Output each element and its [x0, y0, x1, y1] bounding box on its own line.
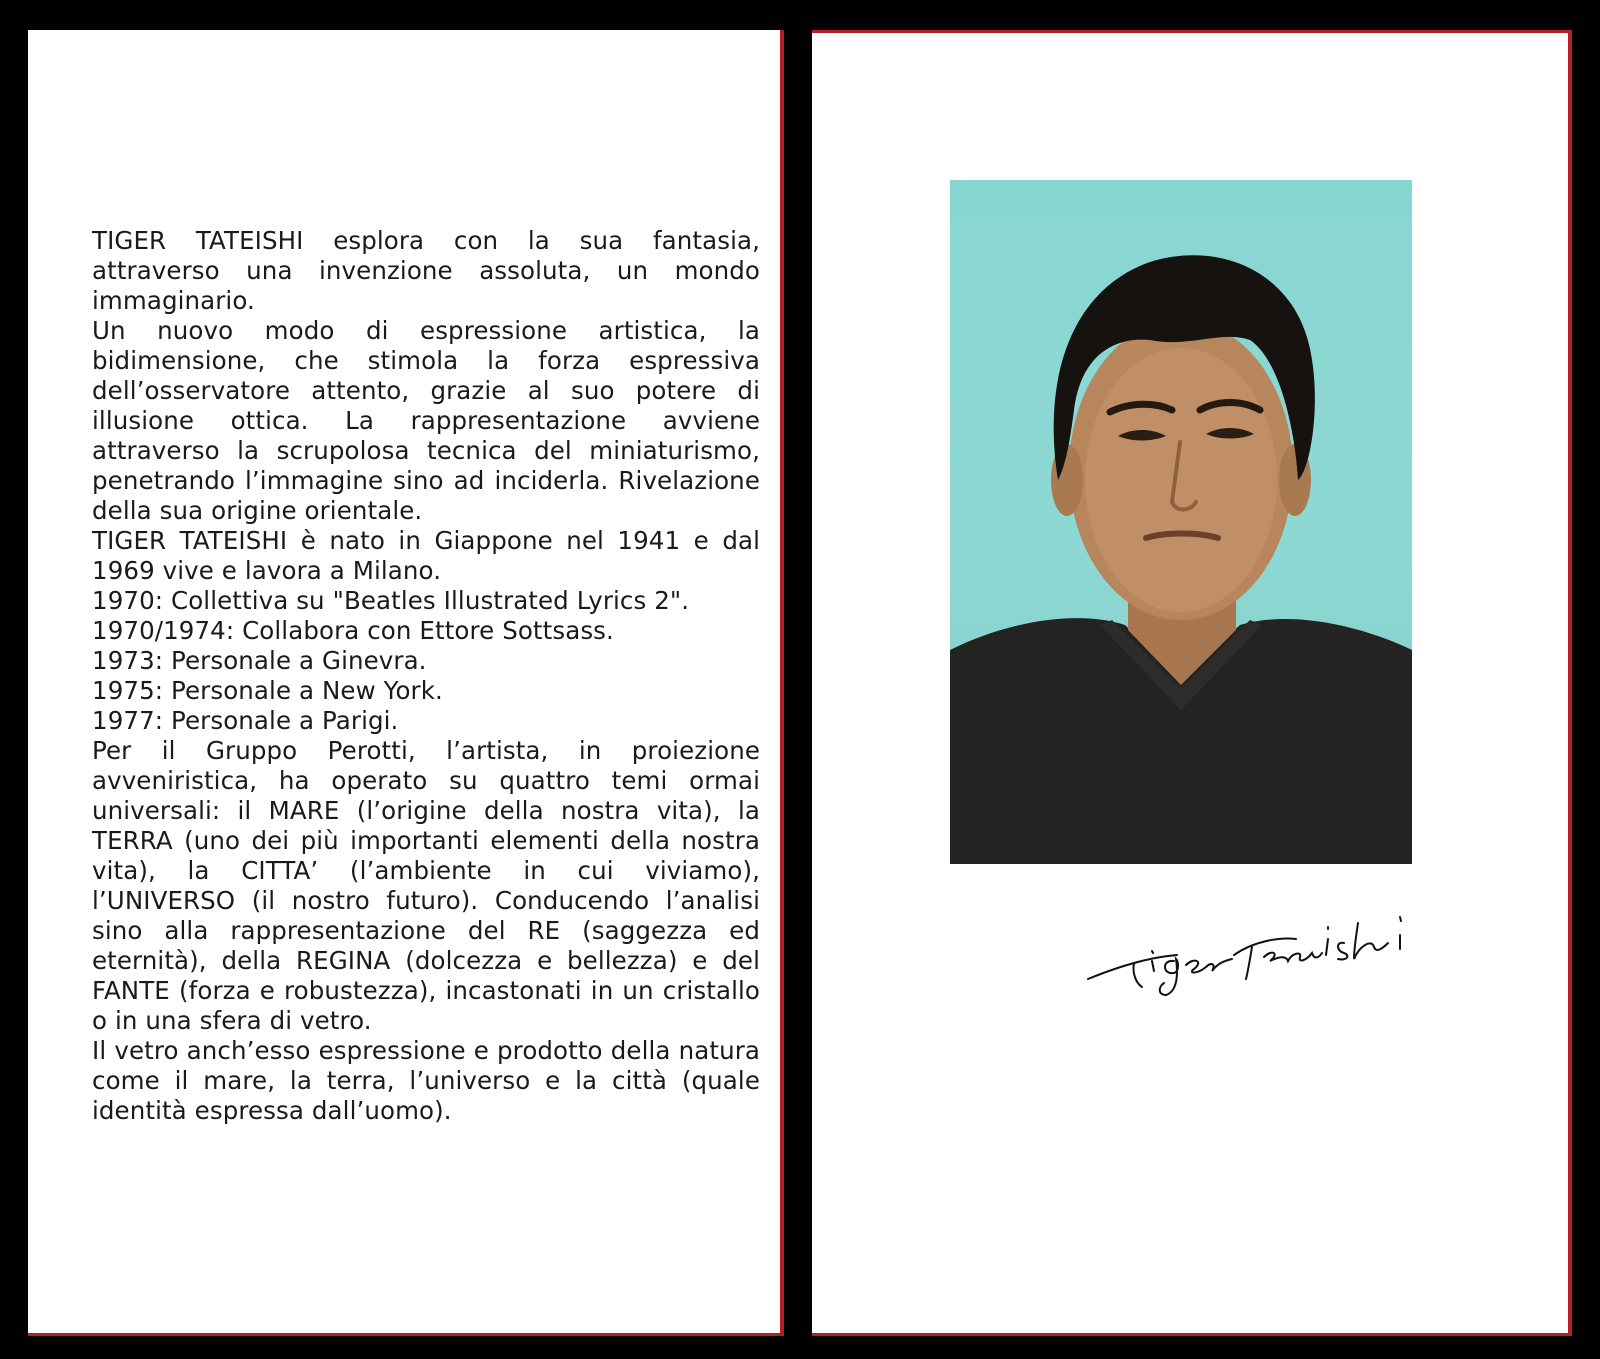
portrait-illustration — [950, 180, 1412, 864]
bio-exhibition-1970: 1970: Collettiva su "Beatles Illustrated Lyrics 2". — [92, 586, 690, 615]
bio-exhibition-1975: 1975: Personale a New York. — [92, 676, 443, 705]
bio-origin-paragraph: TIGER TATEISHI è nato in Giappone nel 1941 e dal 1969 vive e lavora a Milano. — [92, 526, 760, 585]
artist-biography — [92, 226, 760, 1126]
signature-illustration — [1082, 899, 1422, 1009]
bio-perotti-paragraph: Per il Gruppo Perotti, l’artista, in proiezione avveniristica, ha operato su quattro temi ormai universali: il MARE (l’origine della nostra vita), la TERRA (uno dei più importanti elementi della nostra vita), la CITTA’ (l’ambiente in cui viviamo), l’UNIVERSO (il nostro futuro). Conducendo l’analisi sino alla rappresentazione del RE (saggezza ed eternità), della REGINA (dolcezza e bellezza) e del FANTE (forza e robustezza), incastonati in un cristallo o in una sfera di vetro. — [92, 736, 760, 1035]
right-page — [812, 30, 1572, 1336]
bio-exhibition-1977: 1977: Personale a Parigi. — [92, 706, 399, 735]
artist-signature — [1082, 899, 1422, 1009]
bio-exhibition-1973: 1973: Personale a Ginevra. — [92, 646, 427, 675]
bio-glass-paragraph: Il vetro anch’esso espressione e prodotto della natura come il mare, la terra, l’universo e la città (quale identità espressa dall’uomo). — [92, 1036, 760, 1125]
bio-exhibition-1970-1974: 1970/1974: Collabora con Ettore Sottsass. — [92, 616, 614, 645]
bio-technique-paragraph: Un nuovo modo di espressione artistica, la bidimensione, che stimola la forza espressiva dell’osservatore attento, grazie al suo potere di illusione ottica. La rappresentazione avviene attraverso la scrupolosa tecnica del miniaturismo, penetrando l’immagine sino ad inciderla. Rivelazione della sua origine orientale. — [92, 316, 760, 525]
portrait-photo — [950, 180, 1412, 864]
left-page — [28, 30, 784, 1336]
bio-intro-paragraph: TIGER TATEISHI esplora con la sua fantasia, attraverso una invenzione assoluta, un mondo immaginario. — [92, 226, 760, 315]
